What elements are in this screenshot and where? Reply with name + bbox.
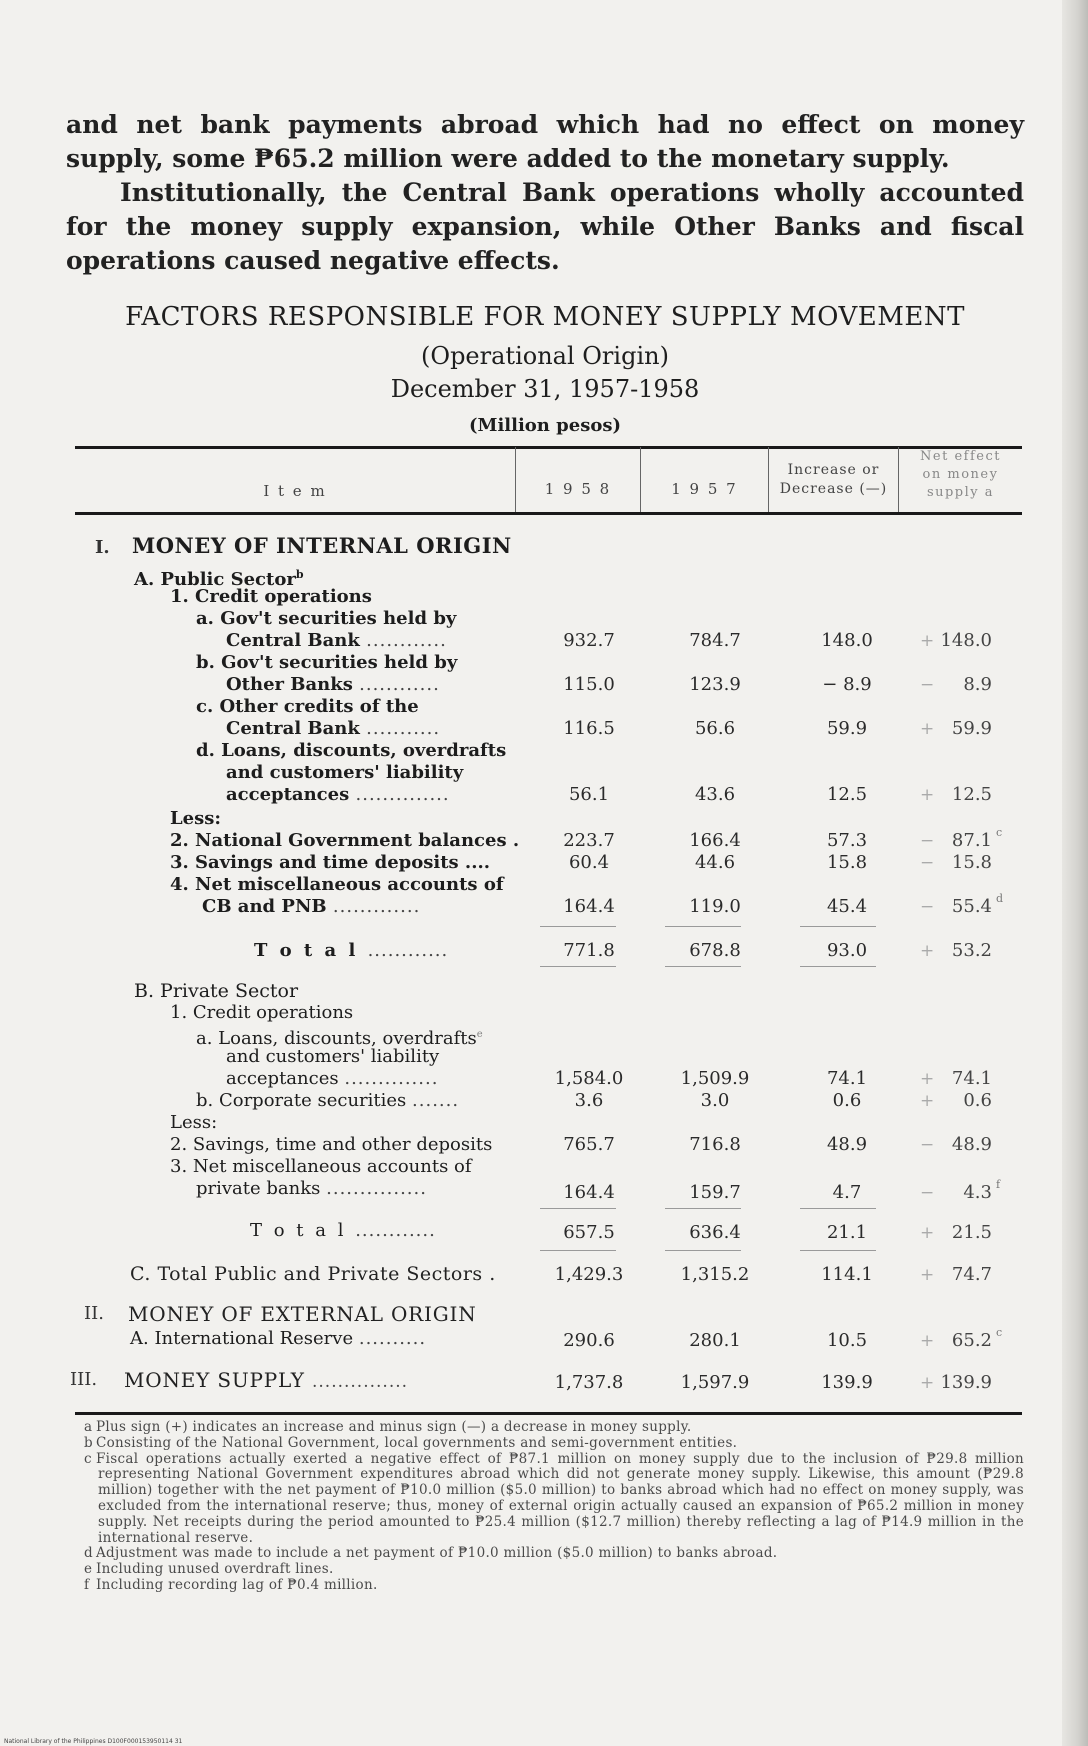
header-change-line2: Decrease (—) [779,481,888,497]
cell-chg: 48.9 [826,1134,868,1155]
footnote-e: e Including unused overdraft lines. [84,1561,334,1578]
header-net-effect [899,448,1022,502]
cell-y1958: 164.4 [563,896,615,917]
header-1958: 1 9 5 8 [544,480,612,498]
table-title: FACTORS RESPONSIBLE FOR MONEY SUPPLY MOVEMENT [125,302,965,332]
cell-chg: 57.3 [826,830,868,851]
cell-chg: 0.6 [832,1090,862,1111]
table-bottom-rule [75,1412,1022,1415]
cell-y1957: 119.0 [689,896,741,917]
cell-y1957: 3.0 [700,1090,730,1111]
cell-y1958: 657.5 [563,1222,615,1243]
cell-chg: 4.7 [832,1182,862,1203]
cell-y1958: 115.0 [563,674,615,695]
cell-y1957: 678.8 [689,940,741,961]
cell-net-effect: 0.6 [963,1090,992,1111]
cell-net-sign: − [920,1135,935,1155]
row-label: 4. Net miscellaneous accounts of [170,874,504,895]
cell-net-sign: + [920,1331,935,1351]
cell-net-footnote: d [996,892,1004,905]
cell-y1958: 60.4 [568,852,610,873]
row-label: acceptances .............. [226,784,450,805]
total-label: T o t a l ............ [254,940,449,961]
cell-y1958: 290.6 [563,1330,615,1351]
footnote-marker: b [295,568,304,581]
row-label: 2. Savings, time and other deposits [170,1134,493,1155]
header-net-line2: on money [922,467,999,482]
cell-net-effect: 8.9 [963,674,992,695]
intro-paragraph-2: Institutionally, the Central Bank operations wholly accounted for the money supply expansion, while Other Banks and fiscal operations caused negative effects. [66,178,1024,275]
cell-y1957: 159.7 [689,1182,741,1203]
cell-chg: 45.4 [826,896,868,917]
row-label: Other Banks ............ [226,674,440,695]
cell-y1957: 43.6 [694,784,736,805]
cell-y1958: 1,584.0 [554,1068,624,1089]
total-label: T o t a l ............ [250,1220,436,1241]
header-change-line1: Increase or [787,462,880,478]
cell-y1958: 164.4 [563,1182,615,1203]
header-net-line3: supply a [926,485,995,500]
total-rule [540,966,616,967]
footnote-c: c Fiscal operations actually exerted a negative effect of ₱87.1 million on money supply due to the inclusion of ₱29.8 million representing National Government expenditures abroad which did not generate money supply. Likewise, this amount (₱29.8 million) together with the net payment of ₱10.0 million ($5.0 million) to banks abroad which had no effect on money supply, was excluded from the international reserve; thus, money of external origin actually caused an expansion of ₱65.2 million in money supply. Net receipts during the period amounted to ₱25.4 million ($12.7 million) thereby reflecting a lag of ₱14.9 million in the international reserve. [84,1450,1024,1546]
total-rule [800,1208,876,1209]
total-rule [665,926,741,927]
cell-net-sign: + [920,719,935,739]
subsection-title: A. Public Sector$^b$ [134,568,304,590]
intro-text [66,108,1024,278]
cell-net-footnote: f [996,1178,1001,1191]
row-label: CB and PNB ............. [202,896,421,917]
footnote-a: a Plus sign (+) indicates an increase and minus sign (—) a decrease in money supply. [84,1419,692,1435]
cell-y1957: 44.6 [694,852,736,873]
cell-net-sign: + [920,1091,935,1111]
row-label: 2. National Government balances . [170,830,520,851]
footnote-marker: e [476,1029,483,1040]
cell-net-effect: 87.1 [951,830,992,851]
cell-y1957: 1,315.2 [680,1264,750,1285]
footnote-d: d Adjustment was made to include a net payment of ₱10.0 million ($5.0 million) to banks abroad. [84,1545,778,1562]
row-label: a. Gov't securities held by [196,608,457,629]
cell-y1957: 716.8 [689,1134,741,1155]
cell-net-effect: 48.9 [951,1134,992,1155]
cell-net-effect: 21.5 [951,1222,992,1243]
cell-net-sign: − [920,831,935,851]
cell-net-effect: 65.2 [951,1330,992,1351]
cell-net-sign: + [920,785,935,805]
total-rule [540,926,616,927]
cell-net-footnote: c [996,826,1003,839]
total-rule [540,1208,616,1209]
total-rule [665,966,741,967]
cell-net-sign: + [920,1069,935,1089]
cell-y1957: 784.7 [689,630,741,651]
cell-chg: 10.5 [826,1330,868,1351]
cell-y1957: 280.1 [689,1330,741,1351]
intro-paragraph-1: and net bank payments abroad which had no effect on money supply, some ₱65.2 million were added to the monetary supply. [66,110,1024,173]
cell-net-sign: − [920,897,935,917]
row-label: c. Other credits of the [196,696,419,717]
section-title: MONEY OF EXTERNAL ORIGIN [128,1302,477,1326]
row-label: 3. Savings and time deposits .... [170,852,490,873]
cell-y1957: 1,509.9 [680,1068,750,1089]
cell-chg: 74.1 [826,1068,868,1089]
cell-chg: 59.9 [826,718,868,739]
cell-chg: 139.9 [821,1372,873,1393]
page-edge [1062,0,1088,1746]
cell-net-effect: 148.0 [940,630,992,651]
header-change [769,461,898,499]
cell-net-footnote: c [996,1326,1003,1339]
scan-tag: National Library of the Philippines D100F000153950114 31 [4,1738,183,1745]
row-label: acceptances .............. [226,1068,439,1089]
cell-y1958: 1,737.8 [554,1372,624,1393]
total-rule [800,966,876,967]
cell-net-effect: 55.4 [951,896,992,917]
cell-y1958: 3.6 [574,1090,604,1111]
cell-net-sign: − [920,675,935,695]
cell-y1958: 116.5 [563,718,615,739]
footnote-marker: a [984,485,995,500]
row-label: Central Bank ............ [226,630,447,651]
table-unit: (Million pesos) [469,415,621,436]
cell-net-sign: − [920,1183,935,1203]
table-top-rule [75,446,1022,449]
row-label: Less: [170,1112,218,1133]
cell-net-effect: 12.5 [951,784,992,805]
row-label: private banks ............... [196,1178,427,1199]
cell-chg: 114.1 [821,1264,873,1285]
cell-net-effect: 74.1 [951,1068,992,1089]
cell-net-effect: 59.9 [951,718,992,739]
table-header-rule [75,512,1022,515]
section-title: MONEY SUPPLY ............... [124,1368,409,1392]
cell-chg: − 8.9 [822,674,872,695]
row-label: b. Gov't securities held by [196,652,458,673]
cell-y1958: 1,429.3 [554,1264,624,1285]
cell-net-effect: 139.9 [940,1372,992,1393]
section-number: I. [95,537,110,558]
row-label: b. Corporate securities ....... [196,1090,460,1111]
row-label: C. Total Public and Private Sectors . [130,1263,496,1285]
section-number: III. [70,1369,98,1390]
cell-net-effect: 4.3 [963,1182,992,1203]
footnotes [84,1419,1024,1594]
footnote-b: b Consisting of the National Government, local governments and semi-government entities. [84,1434,738,1451]
cell-net-sign: + [920,1373,935,1393]
total-rule [665,1250,741,1251]
row-label: a. Loans, discounts, overdrafts$^e$ [196,1028,483,1049]
row-label: A. International Reserve .......... [130,1328,427,1349]
header-net-line1: Net effect [920,449,1001,464]
cell-net-effect: 74.7 [951,1264,992,1285]
cell-net-sign: + [920,1265,935,1285]
table-subtitle: (Operational Origin) [421,342,669,370]
cell-y1957: 123.9 [689,674,741,695]
subsection-title: B. Private Sector [134,980,299,1002]
header-1957: 1 9 5 7 [671,480,738,498]
cell-net-effect: 15.8 [951,852,992,873]
cell-y1958: 765.7 [563,1134,615,1155]
row-label: d. Loans, discounts, overdrafts [196,740,507,761]
cell-net-sign: − [920,853,935,873]
section-number: II. [84,1303,104,1324]
cell-net-sign: + [920,941,935,961]
cell-y1957: 56.6 [694,718,736,739]
cell-net-sign: + [920,1223,935,1243]
cell-y1957: 636.4 [689,1222,741,1243]
cell-chg: 15.8 [826,852,868,873]
total-rule [665,1208,741,1209]
cell-net-sign: + [920,631,935,651]
cell-chg: 21.1 [826,1222,868,1243]
row-label: 1. Credit operations [170,1002,354,1023]
cell-chg: 148.0 [821,630,873,651]
total-rule [800,1250,876,1251]
row-label: 3. Net miscellaneous accounts of [170,1156,472,1177]
cell-y1958: 932.7 [563,630,615,651]
cell-chg: 93.0 [826,940,868,961]
row-label: 1. Credit operations [170,586,372,607]
row-label: Central Bank ........... [226,718,441,739]
cell-y1957: 166.4 [689,830,741,851]
total-rule [540,1250,616,1251]
cell-net-effect: 53.2 [951,940,992,961]
cell-y1957: 1,597.9 [680,1372,750,1393]
section-title: MONEY OF INTERNAL ORIGIN [132,533,512,558]
row-label: and customers' liability [226,762,464,783]
header-item: I t e m [263,482,327,500]
cell-chg: 12.5 [826,784,868,805]
total-rule [800,926,876,927]
cell-y1958: 56.1 [568,784,610,805]
cell-y1958: 771.8 [563,940,615,961]
table-date: December 31, 1957-1958 [390,375,700,403]
row-label: and customers' liability [226,1046,440,1067]
cell-y1958: 223.7 [563,830,615,851]
footnote-f: f Including recording lag of ₱0.4 million. [84,1576,378,1593]
row-label: Less: [170,808,222,829]
